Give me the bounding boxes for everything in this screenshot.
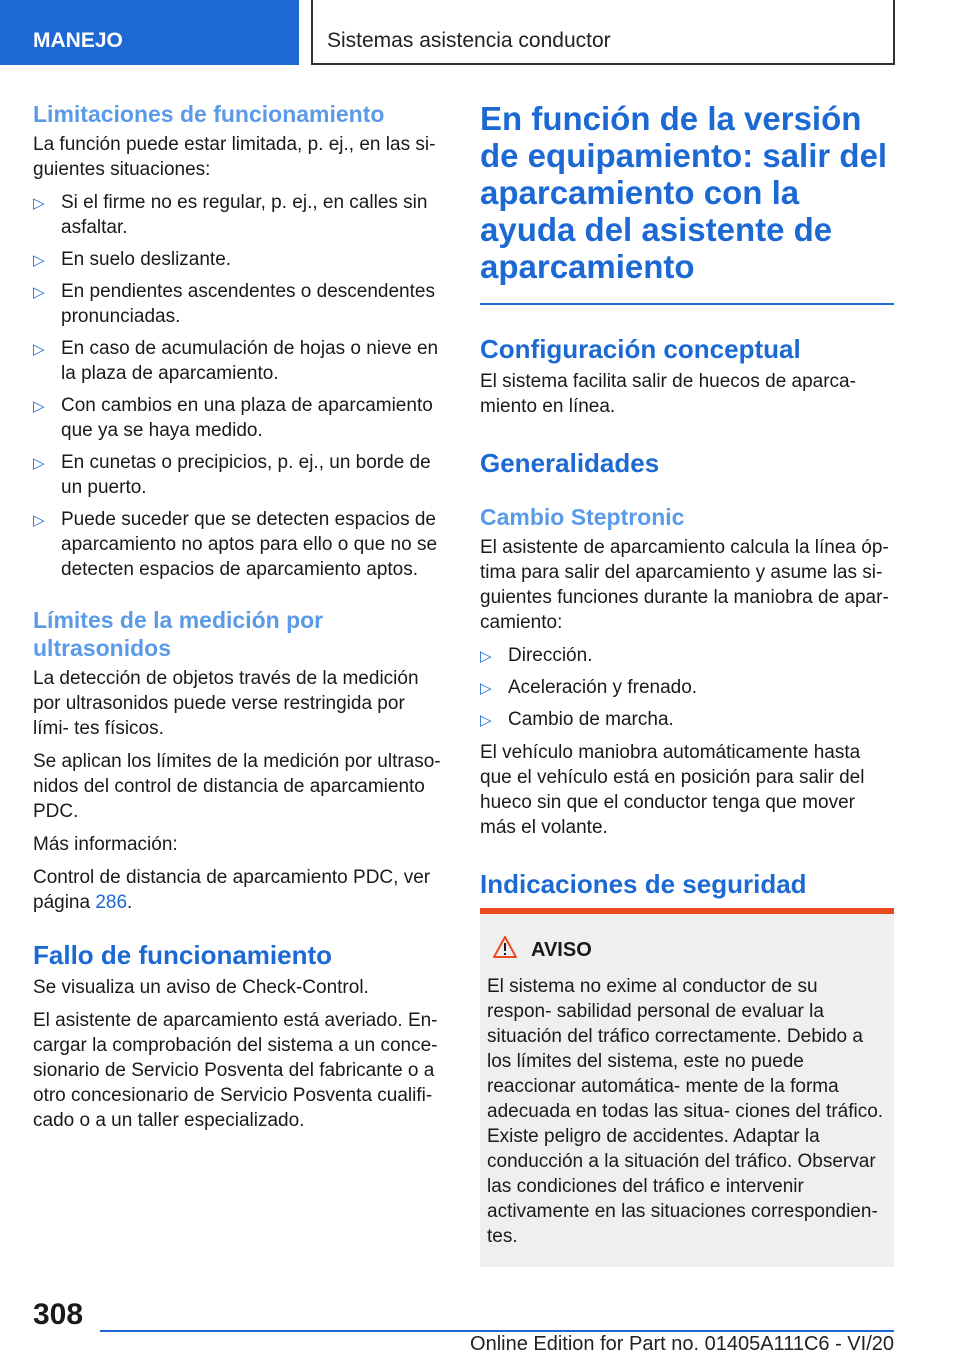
list-item [33, 336, 443, 386]
chapter-title: MANEJO [33, 29, 123, 52]
list-item-text: Puede suceder que se detecten espacios de aparcamiento no aptos para ello o que no se detecten espacios de aparcamiento aptos. [61, 509, 438, 580]
triangle-bullet-icon: ▷ [33, 512, 45, 529]
triangle-bullet-icon: ▷ [480, 712, 492, 729]
heading-generalidades: Generalidades [480, 448, 660, 478]
list-item [33, 190, 443, 240]
heading-seguridad: Indicaciones de seguridad [480, 869, 807, 899]
list-item-text: En caso de acumulación de hojas o nieve en la plaza de aparcamiento. [61, 338, 439, 384]
warning-title: AVISO [531, 938, 592, 961]
list-item-text: En pendientes ascendentes o descendentes pronunciadas. [61, 281, 435, 327]
paragraph-limites-1: La detección de objetos través de la medición por ultrasonidos puede verse restringida por lími‐ tes físicos. [33, 668, 419, 739]
list-item [33, 450, 443, 500]
title-divider [480, 303, 894, 305]
list-item [480, 643, 894, 668]
list-steptronic [480, 643, 894, 732]
left-column [33, 100, 443, 1141]
list-item [480, 675, 894, 700]
reference-period: . [127, 892, 133, 913]
footer-edition: Online Edition for Part no. 01405A111C6 - VI/20 [470, 1333, 894, 1355]
triangle-bullet-icon: ▷ [33, 195, 45, 212]
list-item-text: En suelo deslizante. [61, 249, 232, 270]
warning-header [487, 936, 886, 964]
paragraph-steptronic-2: El vehículo maniobra automáticamente hasta que el vehículo está en posición para salir del hueco sin que el conductor tenga que mover más el volante. [480, 742, 865, 838]
triangle-bullet-icon: ▷ [33, 341, 45, 358]
list-item [33, 393, 443, 443]
list-item-text: Si el firme no es regular, p. ej., en calles sin asfaltar. [61, 192, 428, 238]
list-item-text: En cunetas o precipicios, p. ej., un borde de un puerto. [61, 452, 431, 498]
paragraph-config: El sistema facilita salir de huecos de aparca‐ miento en línea. [480, 371, 856, 417]
triangle-bullet-icon: ▷ [33, 284, 45, 301]
warning-text: El sistema no exime al conductor de su respon‐ sabilidad personal de evaluar la situación del tráfico correctamente. Debido a los límites del sistema, este no puede reaccionar automática‐ mente de la forma adecuada en todas las situa‐ ciones del tráfico. Existe peligro de accidentes. Adaptar la conducción a la situación del tráfico. Observar las condiciones del tráfico e intervenir activamente en las situaciones correspondien‐ tes. [487, 976, 884, 1247]
paragraph-steptronic-1: El asistente de aparcamiento calcula la línea óp‐ tima para salir del aparcamiento y asume las si‐ guientes funciones durante la maniobra de apar‐ camiento: [480, 537, 889, 633]
paragraph-limites-3: Más información: [33, 834, 178, 855]
triangle-bullet-icon: ▷ [33, 455, 45, 472]
list-item-text: Con cambios en una plaza de aparcamiento que ya se haya medido. [61, 395, 433, 441]
list-limitaciones [33, 190, 443, 582]
chapter-tab [0, 0, 299, 65]
warning-triangle-icon [493, 936, 517, 964]
warning-box [480, 908, 894, 1267]
triangle-bullet-icon: ▷ [33, 398, 45, 415]
page-number: 308 [33, 1298, 84, 1331]
list-item [33, 279, 443, 329]
list-item [33, 507, 443, 582]
heading-limites: Límites de la medición por ultrasonidos [33, 607, 324, 661]
paragraph-limites-4 [33, 865, 443, 915]
list-item-text: Aceleración y frenado. [508, 677, 698, 698]
list-item [33, 247, 443, 272]
heading-limitaciones: Limitaciones de funcionamiento [33, 101, 385, 127]
page-link[interactable]: 286 [95, 892, 128, 913]
section-title: Sistemas asistencia conductor [327, 29, 611, 52]
triangle-bullet-icon: ▷ [480, 680, 492, 697]
section-header [311, 0, 895, 65]
list-item [480, 707, 894, 732]
list-item-text: Cambio de marcha. [508, 709, 674, 730]
footer-divider [100, 1330, 894, 1332]
section-main-title: En función de la versión de equipamiento: salir del aparcamiento con la ayuda del asistente de aparcamiento [480, 100, 888, 285]
paragraph-fallo-2: El asistente de aparcamiento está averiado. En‐ cargar la comprobación del sistema a un conce‐ sionario de Servicio Posventa del fabricante o a otro concesionario de Servicio Posventa cualifi‐ cado o a un taller especializado. [33, 1010, 438, 1131]
paragraph-limitaciones-intro: La función puede estar limitada, p. ej., en las si‐ guientes situaciones: [33, 134, 436, 180]
right-column [480, 100, 894, 1267]
triangle-bullet-icon: ▷ [33, 252, 45, 269]
paragraph-fallo-1: Se visualiza un aviso de Check-Control. [33, 977, 369, 998]
paragraph-limites-2: Se aplican los límites de la medición por ultraso‐ nidos del control de distancia de aparcamiento PDC. [33, 751, 441, 822]
reference-text: Control de distancia de aparcamiento PDC, ver página [33, 867, 431, 913]
triangle-bullet-icon: ▷ [480, 648, 492, 665]
heading-config: Configuración conceptual [480, 334, 801, 364]
heading-fallo: Fallo de funcionamiento [33, 940, 333, 970]
heading-steptronic: Cambio Steptronic [480, 504, 685, 530]
list-item-text: Dirección. [508, 645, 593, 666]
